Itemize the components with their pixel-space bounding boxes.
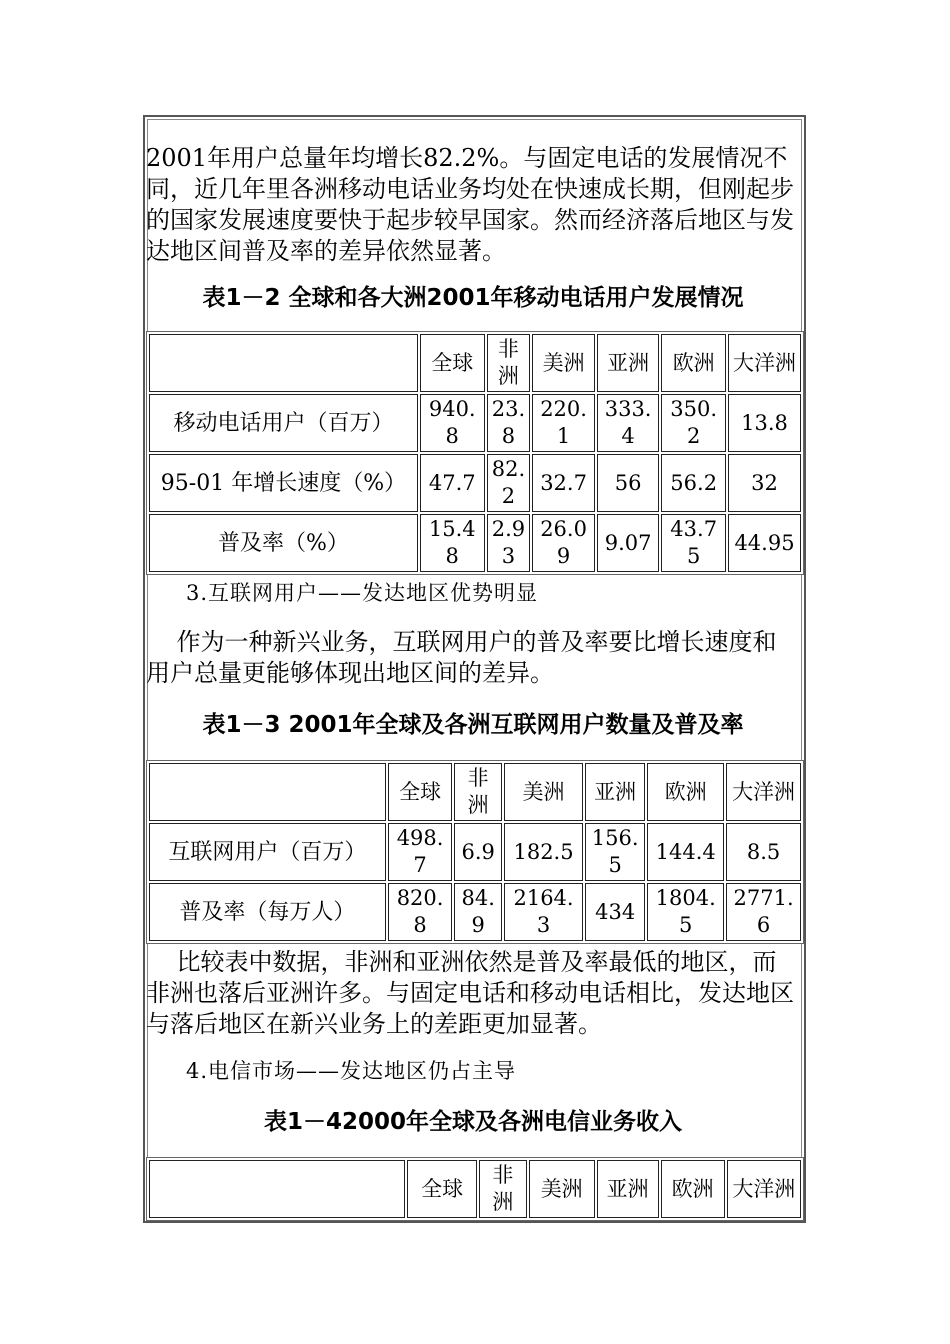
table-1-4-caption: 表1－42000年全球及各洲电信业务收入 [263,1109,683,1135]
header-global: 全球 [388,763,452,821]
cell-value: 82.2 [487,454,531,512]
table-internet-users [146,760,804,944]
section-4-heading: 4.电信市场——发达地区仍占主导 [186,1059,517,1083]
table-row [149,454,801,512]
cell-value: 6.9 [454,823,502,881]
paragraph-internet-intro: 作为一种新兴业务，互联网用户的普及率要比增长速度和用户总量更能够体现出地区间的差异。 [146,628,777,687]
row-label: 95-01 年增长速度（%） [149,454,418,512]
cell-value: 43.75 [661,514,726,572]
header-europe: 欧洲 [661,1160,725,1218]
cell-value: 47.7 [420,454,485,512]
cell-value: 333.4 [597,394,660,452]
cell-value: 434 [585,883,645,941]
table-corner-cell [149,1160,405,1218]
table-corner-cell [149,334,418,392]
header-americas: 美洲 [529,1160,595,1218]
cell-value: 56 [597,454,660,512]
cell-value: 2771.6 [726,883,801,941]
table-1-3-caption: 表1－3 2001年全球及各洲互联网用户数量及普及率 [202,712,744,738]
cell-value: 940.8 [420,394,485,452]
header-americas: 美洲 [532,334,595,392]
header-oceania: 大洋洲 [728,334,801,392]
cell-value: 26.09 [532,514,595,572]
table-row [149,823,801,881]
cell-value: 2164.3 [504,883,583,941]
header-asia: 亚洲 [597,334,660,392]
paragraph-mobile-growth: 2001年用户总量年均增长82.2%。与固定电话的发展情况不同，近几年里各洲移动电话业务均处在快速成长期，但刚起步的国家发展速度要快于起步较早国家。然而经济落后地区与发达地区间普及率的差异依然显著。 [146,144,794,265]
cell-value: 144.4 [647,823,724,881]
header-africa: 非洲 [454,763,502,821]
header-global: 全球 [407,1160,477,1218]
cell-value: 44.95 [728,514,801,572]
header-asia: 亚洲 [597,1160,659,1218]
header-oceania: 大洋洲 [727,1160,801,1218]
header-oceania: 大洋洲 [726,763,801,821]
cell-value: 9.07 [597,514,660,572]
row-label: 互联网用户（百万） [149,823,386,881]
cell-value: 13.8 [728,394,801,452]
cell-value: 84.9 [454,883,502,941]
header-africa: 非洲 [487,334,531,392]
cell-value: 220.1 [532,394,595,452]
cell-value: 56.2 [661,454,726,512]
cell-value: 182.5 [504,823,583,881]
cell-value: 156.5 [585,823,645,881]
header-europe: 欧洲 [661,334,726,392]
table-corner-cell [149,763,386,821]
table-header-row [149,1160,801,1218]
header-europe: 欧洲 [647,763,724,821]
cell-value: 350.2 [661,394,726,452]
row-label: 普及率（%） [149,514,418,572]
cell-value: 498.7 [388,823,452,881]
row-label: 移动电话用户（百万） [149,394,418,452]
section-3-heading: 3.互联网用户——发达地区优势明显 [186,581,539,605]
table-row [149,883,801,941]
cell-value: 32 [728,454,801,512]
table-telecom-revenue [146,1157,804,1221]
paragraph-comparison: 比较表中数据，非洲和亚洲依然是普及率最低的地区，而非洲也落后亚洲许多。与固定电话和移动电话相比，发达地区与落后地区在新兴业务上的差距更加显著。 [146,948,794,1038]
table-1-2-caption: 表1－2 全球和各大洲2001年移动电话用户发展情况 [202,285,744,311]
table-mobile-users [146,331,804,575]
cell-value: 820.8 [388,883,452,941]
header-americas: 美洲 [504,763,583,821]
table-row [149,394,801,452]
cell-value: 15.48 [420,514,485,572]
cell-value: 23.8 [487,394,531,452]
table-header-row [149,334,801,392]
cell-value: 8.5 [726,823,801,881]
header-africa: 非洲 [479,1160,526,1218]
cell-value: 2.93 [487,514,531,572]
header-asia: 亚洲 [585,763,645,821]
row-label: 普及率（每万人） [149,883,386,941]
cell-value: 1804.5 [647,883,724,941]
cell-value: 32.7 [532,454,595,512]
table-header-row [149,763,801,821]
header-global: 全球 [420,334,485,392]
table-row [149,514,801,572]
